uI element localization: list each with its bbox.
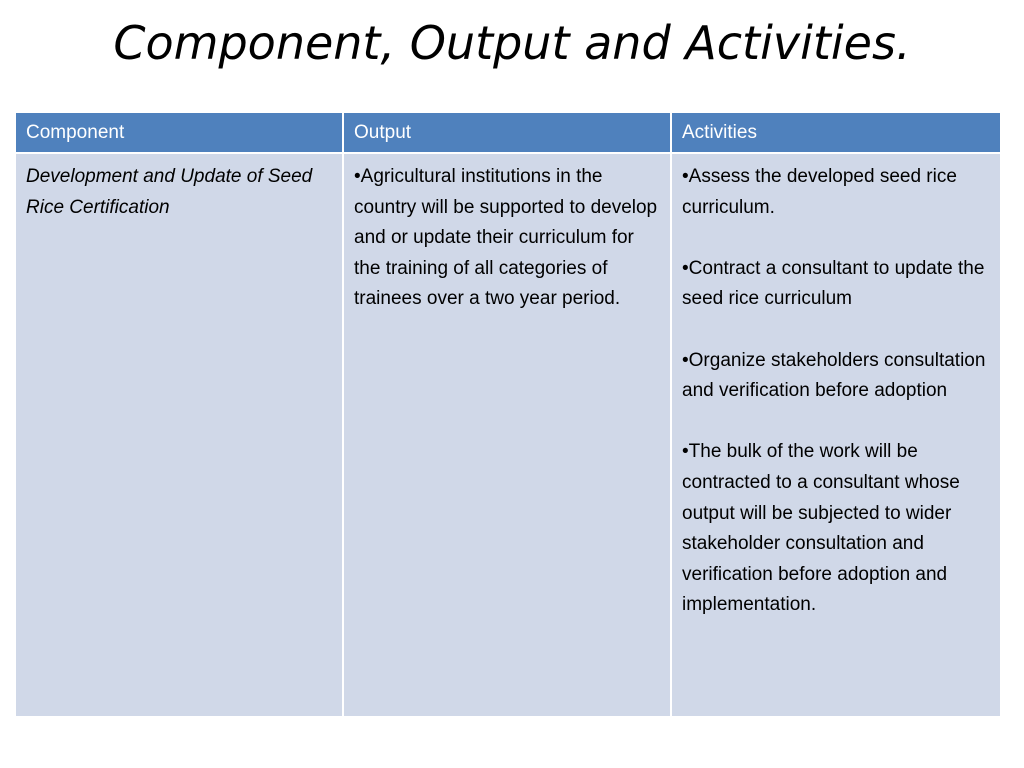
slide-title: Component, Output and Activities. [113,16,911,70]
cell-component: Development and Update of Seed Rice Certification [16,153,343,717]
activity-item: •The bulk of the work will be contracted to a consultant whose output will be subjected to wider stakeholder consultation and verification before adoption and implementation. [682,441,960,616]
header-activities: Activities [671,113,1000,153]
content-table-container [16,113,1000,718]
table-header-row [16,113,1000,153]
activity-spacer [682,407,990,438]
activity-item: •Assess the developed seed rice curriculum. [682,166,957,218]
table-row [16,153,1000,717]
cell-activities [671,153,1000,717]
activity-item: •Organize stakeholders consultation and verification before adoption [682,349,986,402]
activity-spacer [682,315,990,346]
header-component: Component [16,113,343,153]
header-output: Output [343,113,671,153]
activity-spacer [682,223,990,254]
cell-output: •Agricultural institutions in the country will be supported to develop and or update their curriculum for the training of all categories of trainees over a two year period. [343,153,671,717]
component-output-activities-table [16,113,1000,718]
activity-item: •Contract a consultant to update the seed rice curriculum [682,257,985,310]
